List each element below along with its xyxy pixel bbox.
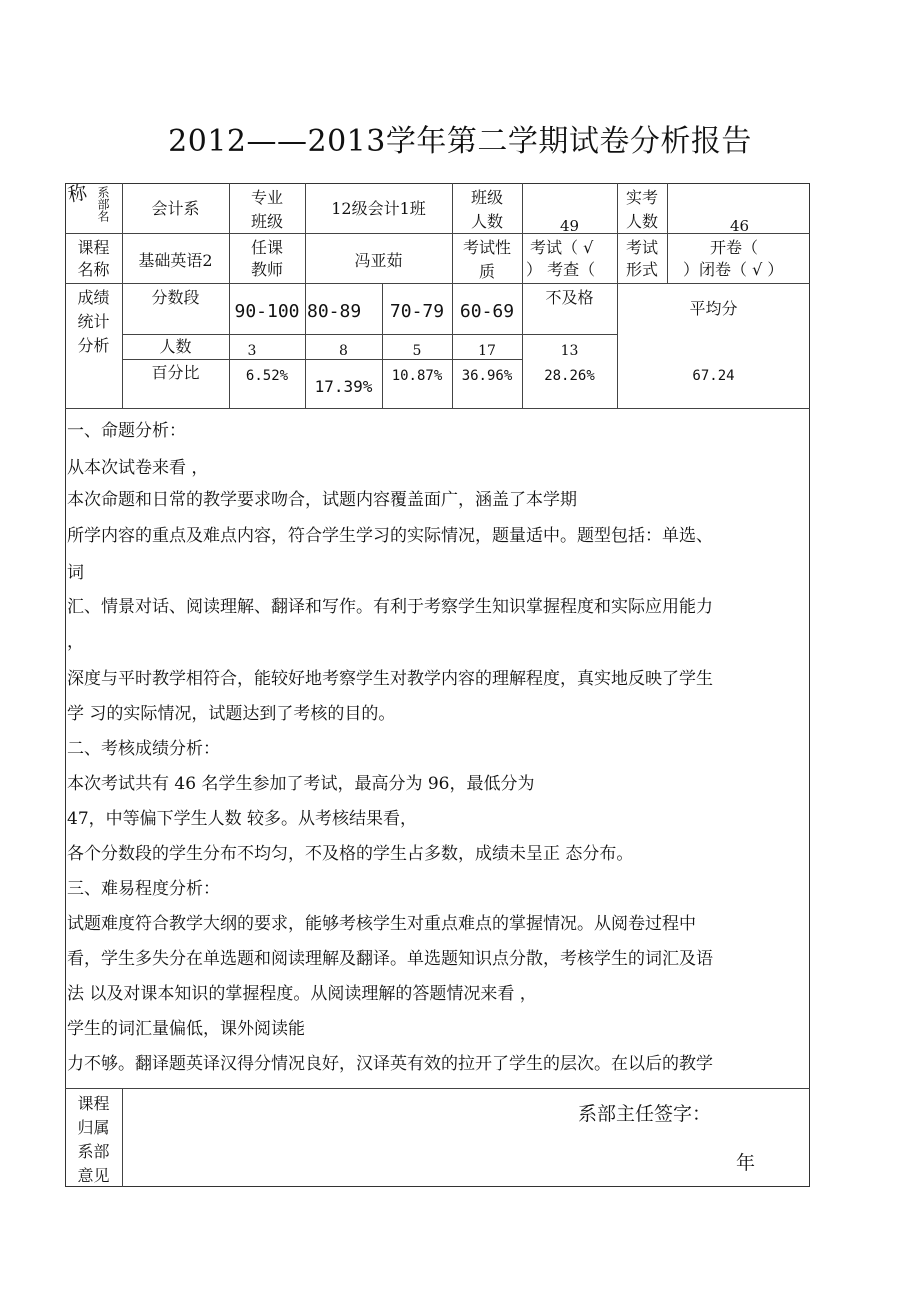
score-range: 不及格 [545,288,594,307]
course-label: 课程 [77,238,110,257]
analysis-heading: 三、难易程度分析： [67,879,220,899]
teacher-label: 教师 [250,260,283,279]
course-label: 名称 [77,260,110,279]
actual-label: 实考 [625,188,658,207]
count-value: 5 [412,343,422,359]
analysis-line: 力不够。翻译题英译汉得分情况良好，汉译英有效的拉开了学生的层次。在以后的教学 [67,1054,713,1074]
row-divider [65,1088,810,1089]
exam-form-value: ）闭卷（ √ ） [683,260,784,279]
percent-value: 10.87% [391,368,443,384]
analysis-line: 本次命题和日常的教学要求吻合，试题内容覆盖面广，涵盖了本学期 [67,490,577,510]
dept-value: 会计系 [151,199,200,218]
analysis-heading: 一、命题分析： [67,421,186,441]
page-title: 2012——2013学年第二学期试卷分析报告 [168,124,752,159]
major-value: 12级会计1班 [331,199,426,218]
percent-value: 36.96% [461,368,513,384]
dept-label-tail: 称 [66,181,89,207]
analysis-line: 词 [67,563,84,583]
percent-value: 6.52% [245,368,289,384]
row-divider [65,233,810,234]
analysis-heading: 二、考核成绩分析： [67,739,220,759]
analysis-line: 试题难度符合教学大纲的要求，能够考核学生对重点难点的掌握情况。从阅卷过程中 [67,914,696,934]
actual-label: 人数 [625,212,658,231]
course-value: 基础英语2 [138,251,213,270]
year-label: 年 [736,1152,756,1174]
count-value: 3 [247,343,257,359]
score-range: 70-79 [389,301,445,322]
opinion-label: 课程 [77,1094,110,1113]
stats-label: 成绩 [77,288,110,307]
analysis-line: 法 以及对课本知识的掌握程度。从阅读理解的答题情况来看 ， [67,984,537,1004]
actual-value: 46 [730,217,750,235]
class-size-value: 49 [560,217,580,235]
percent-value: 28.26% [544,368,595,384]
analysis-line: 从本次试卷来看 ， [67,458,209,478]
percent-value: 17.39% [314,377,373,396]
major-label: 班级 [250,212,283,231]
class-size-label: 人数 [470,212,503,231]
analysis-line: 汇、情景对话、阅读理解、翻译和写作。有利于考察学生知识掌握程度和实际应用能力 [67,597,713,617]
row-divider [65,408,810,409]
stats-label: 分析 [77,336,110,355]
score-range: 90-100 [234,301,300,322]
avg-value: 67.24 [692,368,735,384]
opinion-label: 意见 [77,1166,110,1185]
analysis-line: 所学内容的重点及难点内容，符合学生学习的实际情况，题量适中。题型包括：单选、 [67,526,713,546]
exam-nature-value: 考试（ √ [530,238,594,257]
range-label: 分数段 [151,288,200,307]
opinion-label: 归属 [77,1118,110,1137]
exam-nature-label: 质 [478,262,495,281]
analysis-line: 深度与平时教学相符合，能较好地考察学生对教学内容的理解程度，真实地反映了学生 [67,669,713,689]
analysis-line: 47，中等偏下学生人数 较多。从考核结果看， [67,809,418,829]
score-range: 80-89 [307,301,362,322]
avg-label: 平均分 [689,299,738,318]
opinion-label: 系部 [77,1142,110,1161]
row-divider [65,283,810,284]
analysis-line: ， [67,632,84,652]
col-divider [122,1088,123,1187]
exam-form-label: 形式 [625,260,658,279]
count-value: 13 [560,343,579,359]
teacher-label: 任课 [250,238,283,257]
analysis-line: 学生的词汇量偏低，课外阅读能 [67,1019,305,1039]
analysis-line: 学 习的实际情况，试题达到了考核的目的。 [67,704,396,724]
analysis-line: 本次考试共有 46 名学生参加了考试，最高分为 96，最低分为 [67,774,535,794]
analysis-line: 各个分数段的学生分布不均匀，不及格的学生占多数，成绩未呈正 态分布。 [67,844,634,864]
count-value: 8 [339,343,348,359]
signature-label: 系部主任签字： [578,1103,712,1125]
count-label: 人数 [159,337,192,356]
teacher-value: 冯亚茹 [354,251,403,270]
major-label: 专业 [250,188,283,207]
stats-label: 统计 [77,312,110,331]
count-value: 17 [478,343,496,359]
exam-nature-value: ） 考查（ [526,260,596,279]
score-range: 60-69 [459,301,515,322]
col-divider [667,183,668,283]
percent-label: 百分比 [151,363,200,382]
exam-form-label: 考试 [625,238,658,257]
dept-label: 系部名 [96,186,110,222]
class-size-label: 班级 [470,188,503,207]
exam-form-value: 开卷（ [710,238,759,257]
exam-nature-label: 考试性 [462,238,511,257]
analysis-line: 看，学生多失分在单选题和阅读理解及翻译。单选题知识点分散，考核学生的词汇及语 [67,949,713,969]
